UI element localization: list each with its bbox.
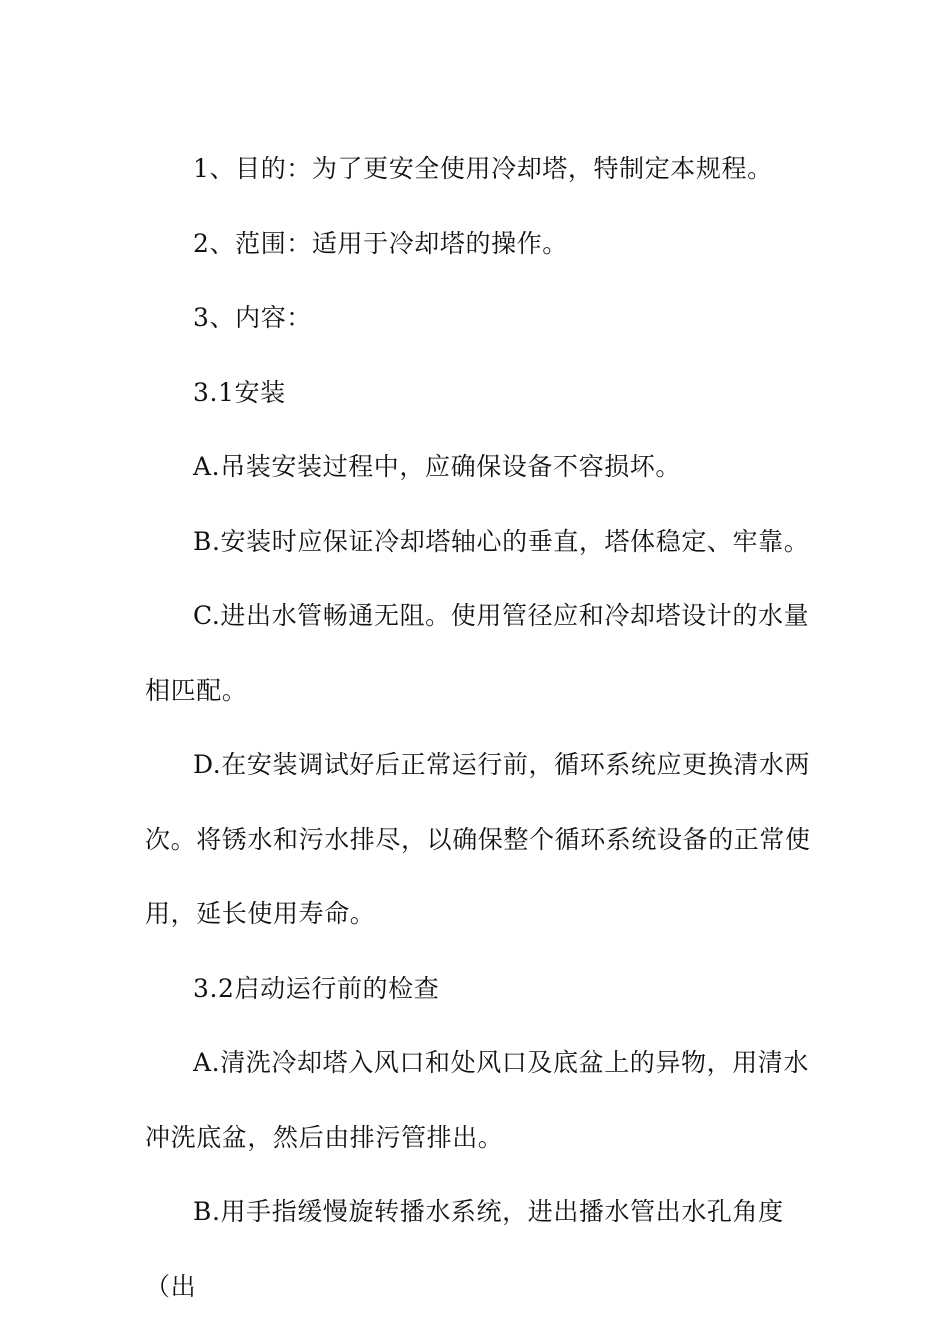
paragraph-purpose: 1、目的：为了更安全使用冷却塔，特制定本规程。 <box>193 154 773 183</box>
paragraph-check-a: A.清洗冷却塔入风口和处风口及底盆上的异物，用清水冲洗底盆，然后由排污管排出。 <box>145 1048 810 1152</box>
paragraph-install-c: C.进出水管畅通无阻。使用管径应和冷却塔设计的水量相匹配。 <box>145 601 810 705</box>
section-heading-installation: 3.1安装 <box>193 377 286 407</box>
paragraph-scope: 2、范围：适用于冷却塔的操作。 <box>193 228 568 258</box>
paragraph-install-d: D.在安装调试好后正常运行前，循环系统应更换清水两次。将锈水和污水排尽，以确保整个循环系统设备的正常使用，延长使用寿命。 <box>145 750 811 928</box>
paragraph-check-b: B.用手指缓慢旋转播水系统，进出播水管出水孔角度（出 <box>145 1197 784 1301</box>
section-heading-pre-start-check: 3.2启动运行前的检查 <box>193 973 440 1003</box>
paragraph-install-b: B.安装时应保证冷却塔轴心的垂直，塔体稳定、牢靠。 <box>193 526 810 556</box>
paragraph-install-a: A.吊装安装过程中，应确保设备不容损坏。 <box>193 452 682 481</box>
paragraph-content-heading: 3、内容： <box>193 303 312 332</box>
document-body <box>145 132 815 1324</box>
